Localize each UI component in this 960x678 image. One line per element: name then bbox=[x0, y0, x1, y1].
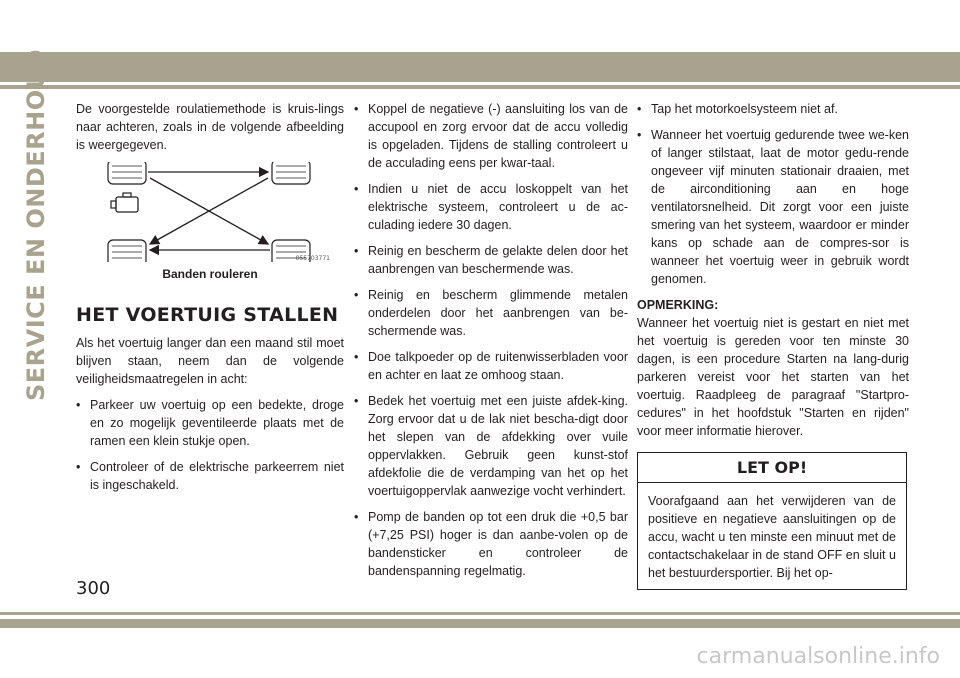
warning-title: LET OP! bbox=[638, 453, 906, 483]
section-title-text: SERVICE EN ONDERHOUD bbox=[22, 48, 51, 402]
list-item: • Controleer of de elektrische parkeerrem niet is ingeschakeld. bbox=[76, 458, 344, 494]
list-item: • Parkeer uw voertuig op een bedekte, droge en zo mogelijk geventileerde plaats met de ramen een klein stukje open. bbox=[76, 396, 344, 450]
list-item: • Tap het motorkoelsysteem niet af. bbox=[637, 100, 909, 118]
list-item: • Doe talkpoeder op de ruitenwisserbladen voor en achter en laat ze omhoog staan. bbox=[354, 348, 628, 384]
page-top-margin bbox=[0, 0, 960, 52]
list-item: • Reinig en bescherm glimmende metalen onderdelen door het aanbrengen van be-schermende was. bbox=[354, 286, 628, 340]
figure-code: 055703771 bbox=[295, 255, 330, 262]
list-item: • Reinig en bescherm de gelakte delen door het aanbrengen van beschermende was. bbox=[354, 242, 628, 278]
header-band bbox=[0, 52, 960, 82]
tire-rear-left-icon bbox=[108, 162, 146, 184]
column-1 bbox=[76, 100, 344, 502]
footer-rule bbox=[0, 612, 960, 615]
watermark-text: carmanualsonline.info bbox=[696, 644, 940, 669]
intro-paragraph: De voorgestelde roulatiemethode is kruis-lings naar achteren, zoals in de volgende afbeelding is weergegeven. bbox=[76, 102, 344, 152]
list-item: • Wanneer het voertuig gedurende twee we-ken of langer stilstaat, laat de motor gedu-rende ongeveer vijf minuten stationair draaien, met de airconditioning aan en hoge ventilatorsnelheid. Dit zorgt voor een juiste smering van het systeem, waardoor er minder kans op schade aan de compres-sor is wanneer het voertuig weer in gebruik wordt genomen. bbox=[637, 126, 909, 288]
tire-rear-right-icon bbox=[272, 162, 310, 184]
list-item: • Indien u niet de accu loskoppelt van het elektrische systeem, controleert u de ac-culading iedere 30 dagen. bbox=[354, 180, 628, 234]
list-item: • Koppel de negatieve (-) aansluiting los van de accupool en zorg ervoor dat de accu volledig is opgeladen. Tijdens de stalling controleert u de acculading eens per kwar-taal. bbox=[354, 100, 628, 172]
section-side-title bbox=[18, 48, 54, 402]
storage-intro-paragraph: Als het voertuig langer dan een maand stil moet blijven staan, neem dan de volgende veiligheidsmaatregelen in acht: bbox=[76, 336, 344, 386]
page-number: 300 bbox=[76, 578, 111, 599]
tire-rotation-diagram bbox=[76, 162, 344, 262]
tire-rotation-figure bbox=[76, 162, 344, 302]
list-item: • Pomp de banden op tot een druk die +0,5 bar (+7,25 PSI) hoger is dan aanbe-volen op de bandensticker en controleer de bandenspanning regelmatig. bbox=[354, 508, 628, 580]
warning-text: Voorafgaand aan het verwijderen van de positieve en negatieve aansluitingen op de accu, wacht u ten minste een minuut met de contactschakelaar in de stand OFF en sluit u het bestuurdersportier. Bij het op- bbox=[648, 494, 896, 580]
storage-list-col1 bbox=[76, 396, 344, 494]
tire-tread-lines bbox=[112, 166, 306, 258]
figure-caption: Banden rouleren bbox=[162, 267, 258, 281]
tire-front-left-icon bbox=[108, 240, 146, 262]
warning-box bbox=[637, 452, 907, 590]
column-3 bbox=[637, 100, 909, 590]
section-heading: HET VOERTUIG STALLEN bbox=[76, 304, 339, 326]
engine-icon bbox=[111, 193, 138, 212]
note-label: OPMERKING: bbox=[637, 298, 719, 312]
storage-list-col2 bbox=[354, 100, 628, 580]
header-rule bbox=[0, 85, 960, 89]
storage-list-col3 bbox=[637, 100, 909, 288]
footer-band bbox=[0, 619, 960, 628]
note-paragraph: Wanneer het voertuig niet is gestart en niet met het voertuig is gereden voor ten minste 30 dagen, is een procedure Starten na lang-durig parkeren vereist voor het starten van het voertuig. Raadpleeg de paragraaf "Startpro-cedures" in het hoofdstuk "Starten en rijden" voor meer informatie hierover. bbox=[637, 316, 909, 438]
column-2 bbox=[354, 100, 628, 588]
list-item: • Bedek het voertuig met een juiste afdek-king. Zorg ervoor dat u de lak niet bescha-digt door het slepen van de afdekking over vuile oppervlakken. Gebruik geen kunst-stof afdekfolie die de verdamping van het op het voertuigoppervlak aanwezige vocht verhindert. bbox=[354, 392, 628, 500]
